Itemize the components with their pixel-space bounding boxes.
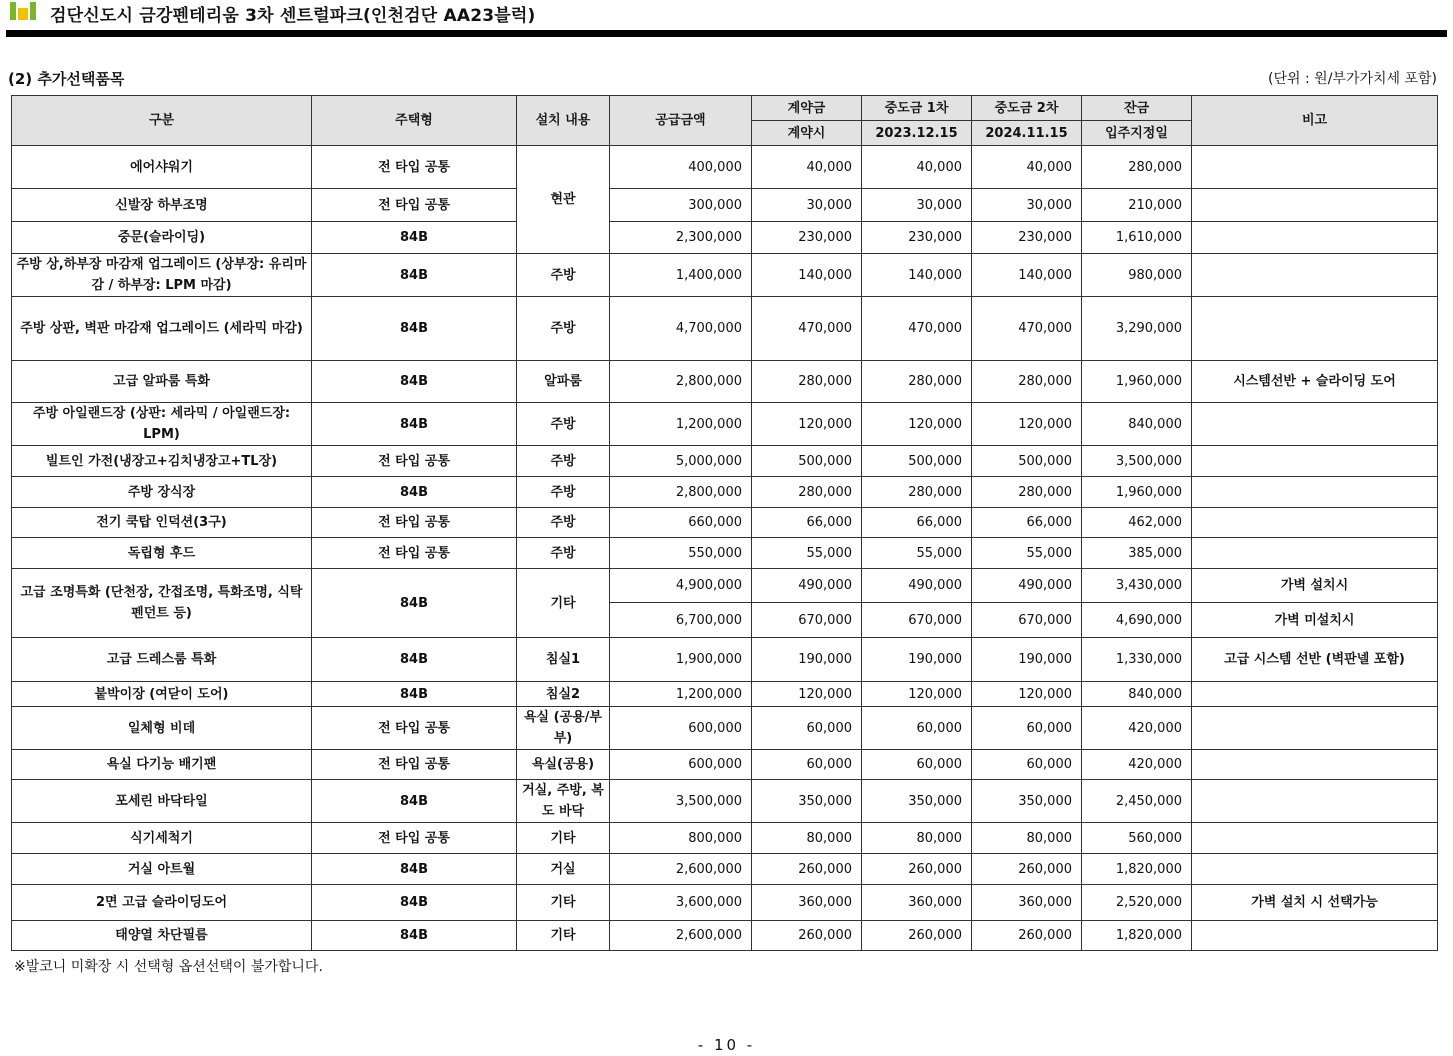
table-row [12,508,1438,538]
table-row [12,885,1438,921]
mid2-cell: 190,000 [972,638,1082,682]
mid1-cell: 280,000 [862,477,972,508]
unit-type-cell: 84B [312,885,517,921]
price-cell: 2,600,000 [610,854,752,885]
mid1-cell: 280,000 [862,361,972,403]
mid2-cell: 60,000 [972,750,1082,780]
price-cell: 550,000 [610,538,752,569]
table-row [12,222,1438,254]
note-cell [1192,780,1438,823]
table-row [12,477,1438,508]
mid1-cell: 350,000 [862,780,972,823]
deposit-cell: 360,000 [752,885,862,921]
note-cell: 가벽 설치시 [1192,569,1438,603]
col-header-mid1: 중도금 1차 [862,96,972,121]
balance-cell: 1,960,000 [1082,361,1192,403]
note-cell [1192,146,1438,189]
item-name-cell: 일체형 비데 [12,707,312,750]
mid2-cell: 230,000 [972,222,1082,254]
install-location-cell: 주방 [517,403,610,446]
col-header-price: 공급금액 [610,96,752,146]
install-location-cell: 욕실 (공용/부부) [517,707,610,750]
mid2-cell: 470,000 [972,297,1082,361]
price-cell: 4,700,000 [610,297,752,361]
table-row [12,823,1438,854]
mid1-cell: 55,000 [862,538,972,569]
unit-type-cell: 전 타입 공통 [312,538,517,569]
balance-cell: 2,520,000 [1082,885,1192,921]
balance-cell: 840,000 [1082,682,1192,707]
table-row [12,254,1438,297]
table-row [12,707,1438,750]
deposit-cell: 280,000 [752,361,862,403]
price-cell: 3,500,000 [610,780,752,823]
table-row [12,682,1438,707]
note-cell [1192,750,1438,780]
price-cell: 2,300,000 [610,222,752,254]
mid1-cell: 670,000 [862,603,972,638]
mid1-cell: 260,000 [862,921,972,951]
price-cell: 600,000 [610,750,752,780]
price-cell: 1,200,000 [610,403,752,446]
item-name-cell: 고급 알파룸 특화 [12,361,312,403]
price-cell: 4,900,000 [610,569,752,603]
price-cell: 2,600,000 [610,921,752,951]
unit-type-cell: 84B [312,854,517,885]
note-cell [1192,854,1438,885]
balance-cell: 1,330,000 [1082,638,1192,682]
unit-type-cell: 전 타입 공통 [312,707,517,750]
mid2-cell: 40,000 [972,146,1082,189]
unit-type-cell: 전 타입 공통 [312,750,517,780]
install-location-cell: 기타 [517,885,610,921]
mid2-cell: 670,000 [972,603,1082,638]
note-cell [1192,297,1438,361]
balance-cell: 420,000 [1082,750,1192,780]
deposit-cell: 490,000 [752,569,862,603]
price-cell: 5,000,000 [610,446,752,477]
col-header-mid2: 중도금 2차 [972,96,1082,121]
install-location-cell: 거실 [517,854,610,885]
balance-cell: 1,820,000 [1082,921,1192,951]
mid2-cell: 500,000 [972,446,1082,477]
price-cell: 1,200,000 [610,682,752,707]
note-cell [1192,403,1438,446]
table-row [12,297,1438,361]
mid2-cell: 280,000 [972,477,1082,508]
note-cell [1192,707,1438,750]
col-header-install: 설치 내용 [517,96,610,146]
deposit-cell: 30,000 [752,189,862,222]
install-location-cell: 기타 [517,921,610,951]
mid1-cell: 260,000 [862,854,972,885]
table-row [12,403,1438,446]
install-location-cell: 주방 [517,508,610,538]
balance-cell: 840,000 [1082,403,1192,446]
brand-logo-icon [10,2,38,20]
balance-cell: 2,450,000 [1082,780,1192,823]
balance-cell: 3,430,000 [1082,569,1192,603]
col-header-deposit-when: 계약시 [752,121,862,146]
price-cell: 400,000 [610,146,752,189]
item-name-cell: 욕실 다기능 배기팬 [12,750,312,780]
table-row [12,638,1438,682]
install-location-cell: 침실2 [517,682,610,707]
mid1-cell: 470,000 [862,297,972,361]
mid1-cell: 40,000 [862,146,972,189]
item-name-cell: 거실 아트월 [12,854,312,885]
deposit-cell: 120,000 [752,403,862,446]
mid2-cell: 30,000 [972,189,1082,222]
mid2-cell: 120,000 [972,403,1082,446]
item-name-cell: 빌트인 가전(냉장고+김치냉장고+TL장) [12,446,312,477]
table-row [12,446,1438,477]
note-cell [1192,508,1438,538]
col-header-deposit: 계약금 [752,96,862,121]
mid2-cell: 60,000 [972,707,1082,750]
balance-cell: 4,690,000 [1082,603,1192,638]
item-name-cell: 주방 상,하부장 마감재 업그레이드 (상부장: 유리마감 / 하부장: LPM 마감) [12,254,312,297]
install-location-cell: 욕실(공용) [517,750,610,780]
deposit-cell: 350,000 [752,780,862,823]
mid1-cell: 230,000 [862,222,972,254]
unit-type-cell: 84B [312,403,517,446]
balance-cell: 420,000 [1082,707,1192,750]
mid1-cell: 120,000 [862,682,972,707]
col-header-category: 구분 [12,96,312,146]
price-cell: 660,000 [610,508,752,538]
mid1-cell: 490,000 [862,569,972,603]
deposit-cell: 60,000 [752,707,862,750]
deposit-cell: 140,000 [752,254,862,297]
item-name-cell: 중문(슬라이딩) [12,222,312,254]
mid2-cell: 140,000 [972,254,1082,297]
item-name-cell: 2면 고급 슬라이딩도어 [12,885,312,921]
mid1-cell: 66,000 [862,508,972,538]
unit-type-cell: 84B [312,222,517,254]
mid2-cell: 260,000 [972,921,1082,951]
item-name-cell: 신발장 하부조명 [12,189,312,222]
balance-cell: 210,000 [1082,189,1192,222]
install-location-cell: 주방 [517,297,610,361]
item-name-cell: 에어샤워기 [12,146,312,189]
price-cell: 1,400,000 [610,254,752,297]
deposit-cell: 500,000 [752,446,862,477]
balance-cell: 280,000 [1082,146,1192,189]
balance-cell: 462,000 [1082,508,1192,538]
table-row [12,780,1438,823]
unit-type-cell: 84B [312,477,517,508]
item-name-cell: 태양열 차단필름 [12,921,312,951]
balance-cell: 3,500,000 [1082,446,1192,477]
price-cell: 6,700,000 [610,603,752,638]
balance-cell: 560,000 [1082,823,1192,854]
mid2-cell: 280,000 [972,361,1082,403]
mid2-cell: 66,000 [972,508,1082,538]
price-cell: 2,800,000 [610,477,752,508]
table-row [12,189,1438,222]
note-cell: 가벽 설치 시 선택가능 [1192,885,1438,921]
unit-note: (단위 : 원/부가가치세 포함) [1268,71,1437,87]
table-row [12,854,1438,885]
document-header [0,0,1453,38]
mid2-cell: 55,000 [972,538,1082,569]
note-cell [1192,446,1438,477]
install-location-cell: 주방 [517,477,610,508]
mid1-cell: 500,000 [862,446,972,477]
install-location-cell: 주방 [517,254,610,297]
note-cell [1192,477,1438,508]
table-row [12,538,1438,569]
price-cell: 3,600,000 [610,885,752,921]
mid1-cell: 30,000 [862,189,972,222]
header-divider [6,30,1447,37]
page-number: - 10 - [697,1036,756,1054]
install-location-cell: 거실, 주방, 복도 바닥 [517,780,610,823]
price-cell: 600,000 [610,707,752,750]
unit-type-cell: 전 타입 공통 [312,823,517,854]
unit-type-cell: 전 타입 공통 [312,508,517,538]
unit-type-cell: 전 타입 공통 [312,146,517,189]
install-location-cell: 알파룸 [517,361,610,403]
unit-type-cell: 84B [312,780,517,823]
unit-type-cell: 전 타입 공통 [312,446,517,477]
item-name-cell: 식기세척기 [12,823,312,854]
mid1-cell: 80,000 [862,823,972,854]
note-cell: 시스템선반 + 슬라이딩 도어 [1192,361,1438,403]
install-location-cell: 현관 [517,146,610,254]
balance-cell: 385,000 [1082,538,1192,569]
mid1-cell: 140,000 [862,254,972,297]
balance-cell: 1,610,000 [1082,222,1192,254]
mid1-cell: 120,000 [862,403,972,446]
item-name-cell: 포세린 바닥타일 [12,780,312,823]
item-name-cell: 붙박이장 (여닫이 도어) [12,682,312,707]
note-cell [1192,921,1438,951]
mid2-cell: 490,000 [972,569,1082,603]
deposit-cell: 66,000 [752,508,862,538]
price-cell: 300,000 [610,189,752,222]
unit-type-cell: 84B [312,254,517,297]
col-header-balance-when: 입주지정일 [1082,121,1192,146]
unit-type-cell: 전 타입 공통 [312,189,517,222]
deposit-cell: 230,000 [752,222,862,254]
option-price-table [11,95,1438,951]
note-cell [1192,222,1438,254]
item-name-cell: 고급 조명특화 (단천장, 간접조명, 특화조명, 식탁펜던트 등) [12,569,312,638]
table-row [12,750,1438,780]
item-name-cell: 주방 아일랜드장 (상판: 세라믹 / 아일랜드장: LPM) [12,403,312,446]
table-row [12,361,1438,403]
balance-cell: 1,960,000 [1082,477,1192,508]
balance-cell: 3,290,000 [1082,297,1192,361]
mid2-cell: 260,000 [972,854,1082,885]
item-name-cell: 주방 장식장 [12,477,312,508]
col-header-mid2-date: 2024.11.15 [972,121,1082,146]
deposit-cell: 40,000 [752,146,862,189]
mid2-cell: 360,000 [972,885,1082,921]
mid2-cell: 80,000 [972,823,1082,854]
unit-type-cell: 84B [312,921,517,951]
deposit-cell: 260,000 [752,921,862,951]
install-location-cell: 주방 [517,446,610,477]
note-cell [1192,823,1438,854]
mid1-cell: 60,000 [862,750,972,780]
col-header-balance: 잔금 [1082,96,1192,121]
note-cell: 가벽 미설치시 [1192,603,1438,638]
install-location-cell: 침실1 [517,638,610,682]
mid1-cell: 190,000 [862,638,972,682]
deposit-cell: 190,000 [752,638,862,682]
install-location-cell: 기타 [517,569,610,638]
mid1-cell: 360,000 [862,885,972,921]
price-cell: 1,900,000 [610,638,752,682]
col-header-unit-type: 주택형 [312,96,517,146]
document-title: 검단신도시 금강펜테리움 3차 센트럴파크(인천검단 AA23블럭) [50,6,536,26]
unit-type-cell: 84B [312,297,517,361]
col-header-note: 비고 [1192,96,1438,146]
note-cell: 고급 시스템 선반 (벽판넬 포함) [1192,638,1438,682]
deposit-cell: 280,000 [752,477,862,508]
install-location-cell: 주방 [517,538,610,569]
item-name-cell: 주방 상판, 벽판 마감재 업그레이드 (세라믹 마감) [12,297,312,361]
unit-type-cell: 84B [312,361,517,403]
unit-type-cell: 84B [312,638,517,682]
mid2-cell: 350,000 [972,780,1082,823]
deposit-cell: 80,000 [752,823,862,854]
deposit-cell: 55,000 [752,538,862,569]
col-header-mid1-date: 2023.12.15 [862,121,972,146]
footnote: ※발코니 미확장 시 선택형 옵션선택이 불가합니다. [14,959,323,975]
balance-cell: 1,820,000 [1082,854,1192,885]
item-name-cell: 고급 드레스룸 특화 [12,638,312,682]
item-name-cell: 전기 쿡탑 인덕션(3구) [12,508,312,538]
note-cell [1192,189,1438,222]
note-cell [1192,682,1438,707]
deposit-cell: 670,000 [752,603,862,638]
price-cell: 2,800,000 [610,361,752,403]
section-title: (2) 추가선택품목 [8,70,125,88]
deposit-cell: 260,000 [752,854,862,885]
install-location-cell: 기타 [517,823,610,854]
unit-type-cell: 84B [312,569,517,638]
table-row [12,146,1438,189]
table-row [12,921,1438,951]
unit-type-cell: 84B [312,682,517,707]
price-cell: 800,000 [610,823,752,854]
item-name-cell: 독립형 후드 [12,538,312,569]
deposit-cell: 470,000 [752,297,862,361]
mid2-cell: 120,000 [972,682,1082,707]
note-cell [1192,538,1438,569]
deposit-cell: 120,000 [752,682,862,707]
mid1-cell: 60,000 [862,707,972,750]
balance-cell: 980,000 [1082,254,1192,297]
note-cell [1192,254,1438,297]
deposit-cell: 60,000 [752,750,862,780]
table-row [12,569,1438,603]
